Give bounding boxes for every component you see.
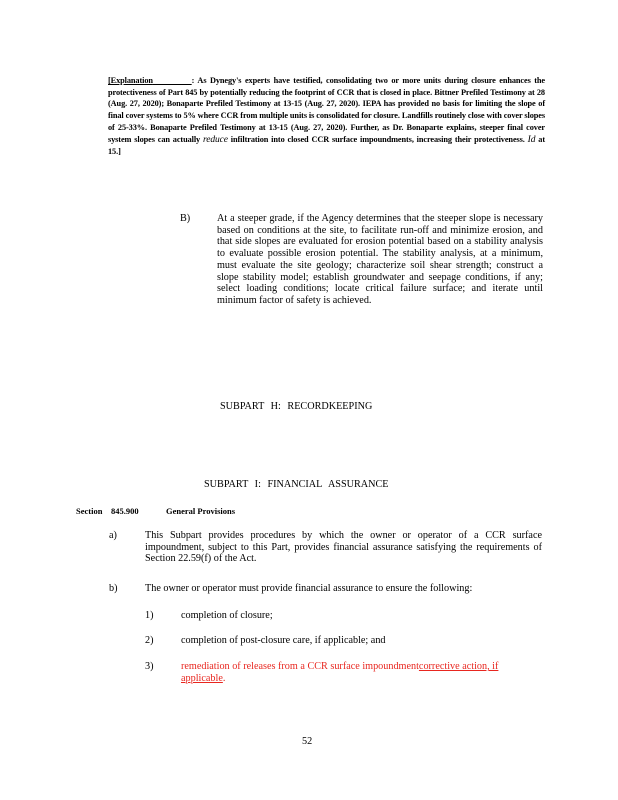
explanation-citation-end: at 15.]	[108, 134, 545, 157]
sub-item-3-text	[181, 661, 543, 684]
page-number: 52	[302, 736, 313, 747]
explanation-emphasis: reduce	[202, 134, 228, 145]
para-b-text: The owner or operator must provide financial assurance to ensure the following:	[145, 583, 473, 594]
sub-item-3-inserted-text: corrective action, if applicable	[181, 661, 499, 684]
explanation-citation-id: Id	[527, 134, 536, 145]
sub-item-1-label: 1)	[145, 610, 154, 621]
explanation-text-continued: infiltration into closed CCR surface impoundments, increasing their protectiveness.	[230, 134, 525, 144]
sub-item-3-end: .	[222, 672, 226, 684]
para-b-label: b)	[109, 583, 118, 594]
para-a-label: a)	[109, 530, 117, 541]
explanation-text: As Dynegy's experts have testified, consolidating two or more units during closure enhances the protectiveness of Part 845 by potentially reducing the footprint of CCR that is closed in place. Bittner Prefiled Testimony at 28 (Aug. 27, 2020); Bonaparte Prefiled Testimony at 13-15 (Aug. 27, 2020). IEPA has provided no basis for limiting the slope of final cover systems to 5% where CCR from multiple units is consolidated for closure. Landfills routinely close with cover slopes of 25-33%. Bonaparte Prefiled Testimony at 13-15 (Aug. 27, 2020). Further, as Dr. Bonaparte explains, steeper final cover system slopes can actually	[108, 76, 545, 144]
item-b-label: B)	[180, 213, 191, 224]
sub-item-2-text: completion of post-closure care, if applicable; and	[181, 635, 386, 646]
item-b-text: At a steeper grade, if the Agency determines that the steeper slope is necessary based on conditions at the site, to facilitate run-off and minimize erosion, and that side slopes are evaluated for erosion potential based on a stability analysis to evaluate possible erosion potential. The stability analysis, at a minimum, must evaluate the site geology; characterize soil shear strength; construct a slope stability model; establish groundwater and seepage conditions, if any; select loading conditions; locate critical failure surface; and iterate until minimum factor of safety is achieved.	[217, 213, 543, 306]
para-a-text: This Subpart provides procedures by which the owner or operator of a CCR surface impoundment, subject to this Part, provides financial assurance satisfying the requirements of Section 22.59(f) of the Act.	[145, 530, 542, 565]
explanation-block	[108, 75, 545, 158]
explanation-label: [Explanation	[108, 76, 153, 85]
section-title: General Provisions	[166, 506, 236, 516]
sub-item-3-removed-text: remediation of releases from a CCR surface impoundment	[181, 661, 419, 672]
sub-item-3-label: 3)	[145, 661, 154, 672]
section-number: 845.900	[111, 506, 139, 516]
explanation-colon: :	[191, 76, 195, 85]
sub-item-2-label: 2)	[145, 635, 154, 646]
sub-item-1-text: completion of closure;	[181, 610, 273, 621]
subpart-i-heading: SUBPART I: FINANCIAL ASSURANCE	[204, 479, 389, 490]
subpart-h-heading: SUBPART H: RECORDKEEPING	[220, 401, 373, 412]
section-label: Section	[76, 506, 103, 516]
